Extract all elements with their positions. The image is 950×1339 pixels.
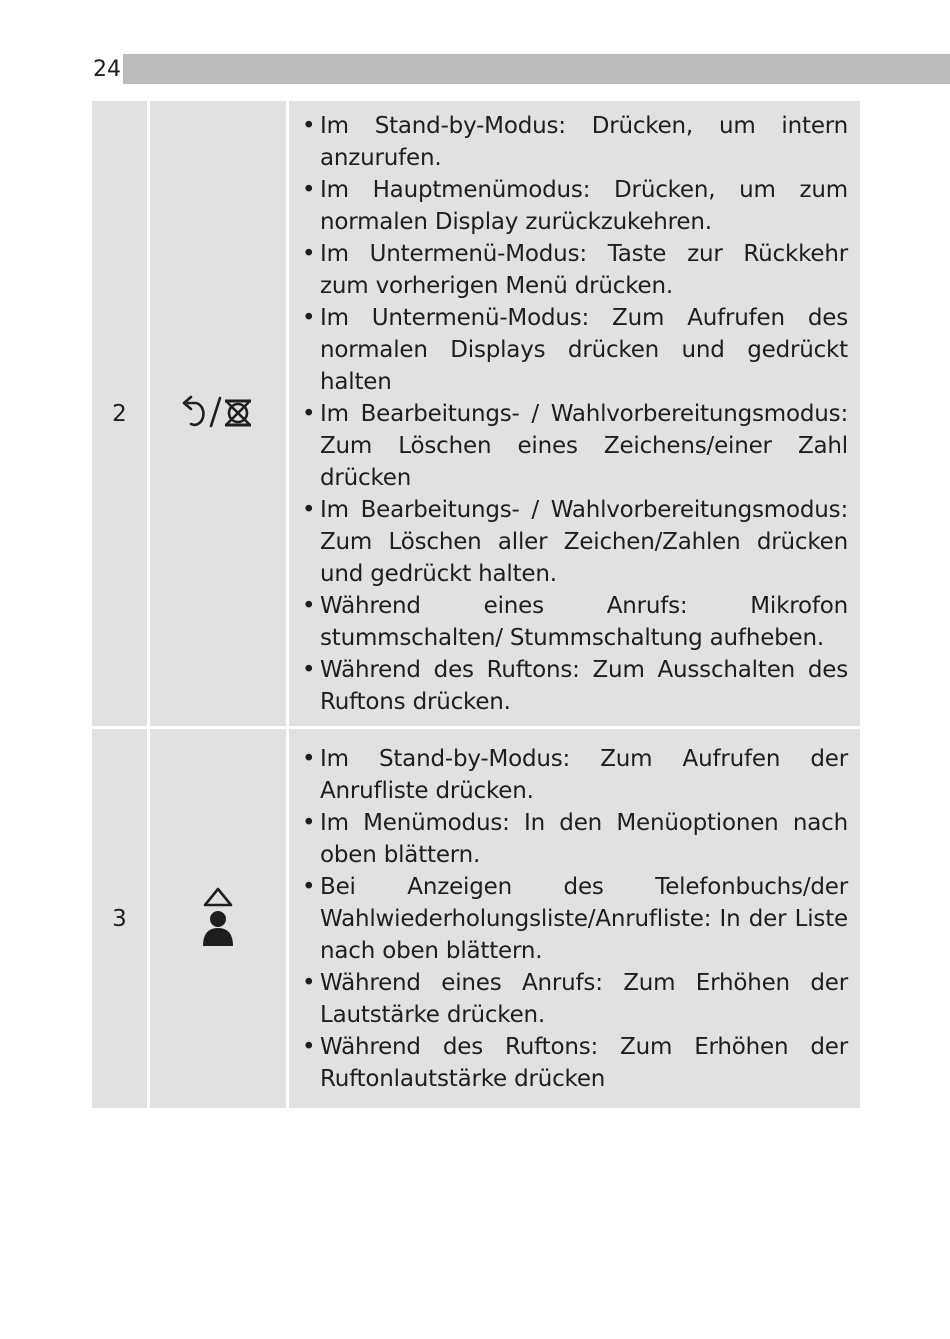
list-item: • Im Hauptmenümodus: Drücken, um zum normalen Display zurückzukehren.	[301, 174, 848, 238]
table-row	[92, 101, 860, 729]
list-item: • Im Bearbeitungs- / Wahlvorbereitungsmodus: Zum Löschen eines Zeichens/einer Zahl drücken	[301, 398, 848, 494]
key-function-table	[92, 101, 860, 1111]
page-number: 24	[92, 54, 123, 84]
key-icon-cell	[150, 729, 289, 1111]
key-number: 3	[92, 729, 150, 1111]
list-item: • Im Stand-by-Modus: Drücken, um intern anzurufen.	[301, 110, 848, 174]
key-description	[289, 101, 860, 729]
header-bar	[123, 54, 950, 84]
list-item: • Während des Ruftons: Zum Ausschalten des Ruftons drücken.	[301, 654, 848, 718]
list-item: • Während eines Anrufs: Zum Erhöhen der Lautstärke drücken.	[301, 967, 848, 1031]
list-item: • Im Untermenü-Modus: Zum Aufrufen des normalen Displays drücken und gedrückt halten	[301, 302, 848, 398]
back-clear-icon	[182, 394, 254, 434]
list-item: • Im Menümodus: In den Menüoptionen nach oben blättern.	[301, 807, 848, 871]
list-item: • Im Untermenü-Modus: Taste zur Rückkehr zum vorherigen Menü drücken.	[301, 238, 848, 302]
list-item: • Während des Ruftons: Zum Erhöhen der Ruftonlautstärke drücken	[301, 1031, 848, 1095]
description-list	[301, 743, 848, 1095]
key-number: 2	[92, 101, 150, 729]
description-list	[301, 110, 848, 718]
list-item: • Bei Anzeigen des Telefonbuchs/der Wahlwiederholungsliste/Anrufliste: In der Liste nach oben blättern.	[301, 871, 848, 967]
table-row	[92, 729, 860, 1111]
up-contacts-icon	[200, 886, 236, 952]
list-item: • Im Bearbeitungs- / Wahlvorbereitungsmodus: Zum Löschen aller Zeichen/Zahlen drücken und gedrückt halten.	[301, 494, 848, 590]
key-description	[289, 729, 860, 1111]
list-item: • Im Stand-by-Modus: Zum Aufrufen der Anrufliste drücken.	[301, 743, 848, 807]
list-item: • Während eines Anrufs: Mikrofon stummschalten/ Stummschaltung aufheben.	[301, 590, 848, 654]
key-icon-cell	[150, 101, 289, 729]
page-header	[92, 54, 950, 84]
